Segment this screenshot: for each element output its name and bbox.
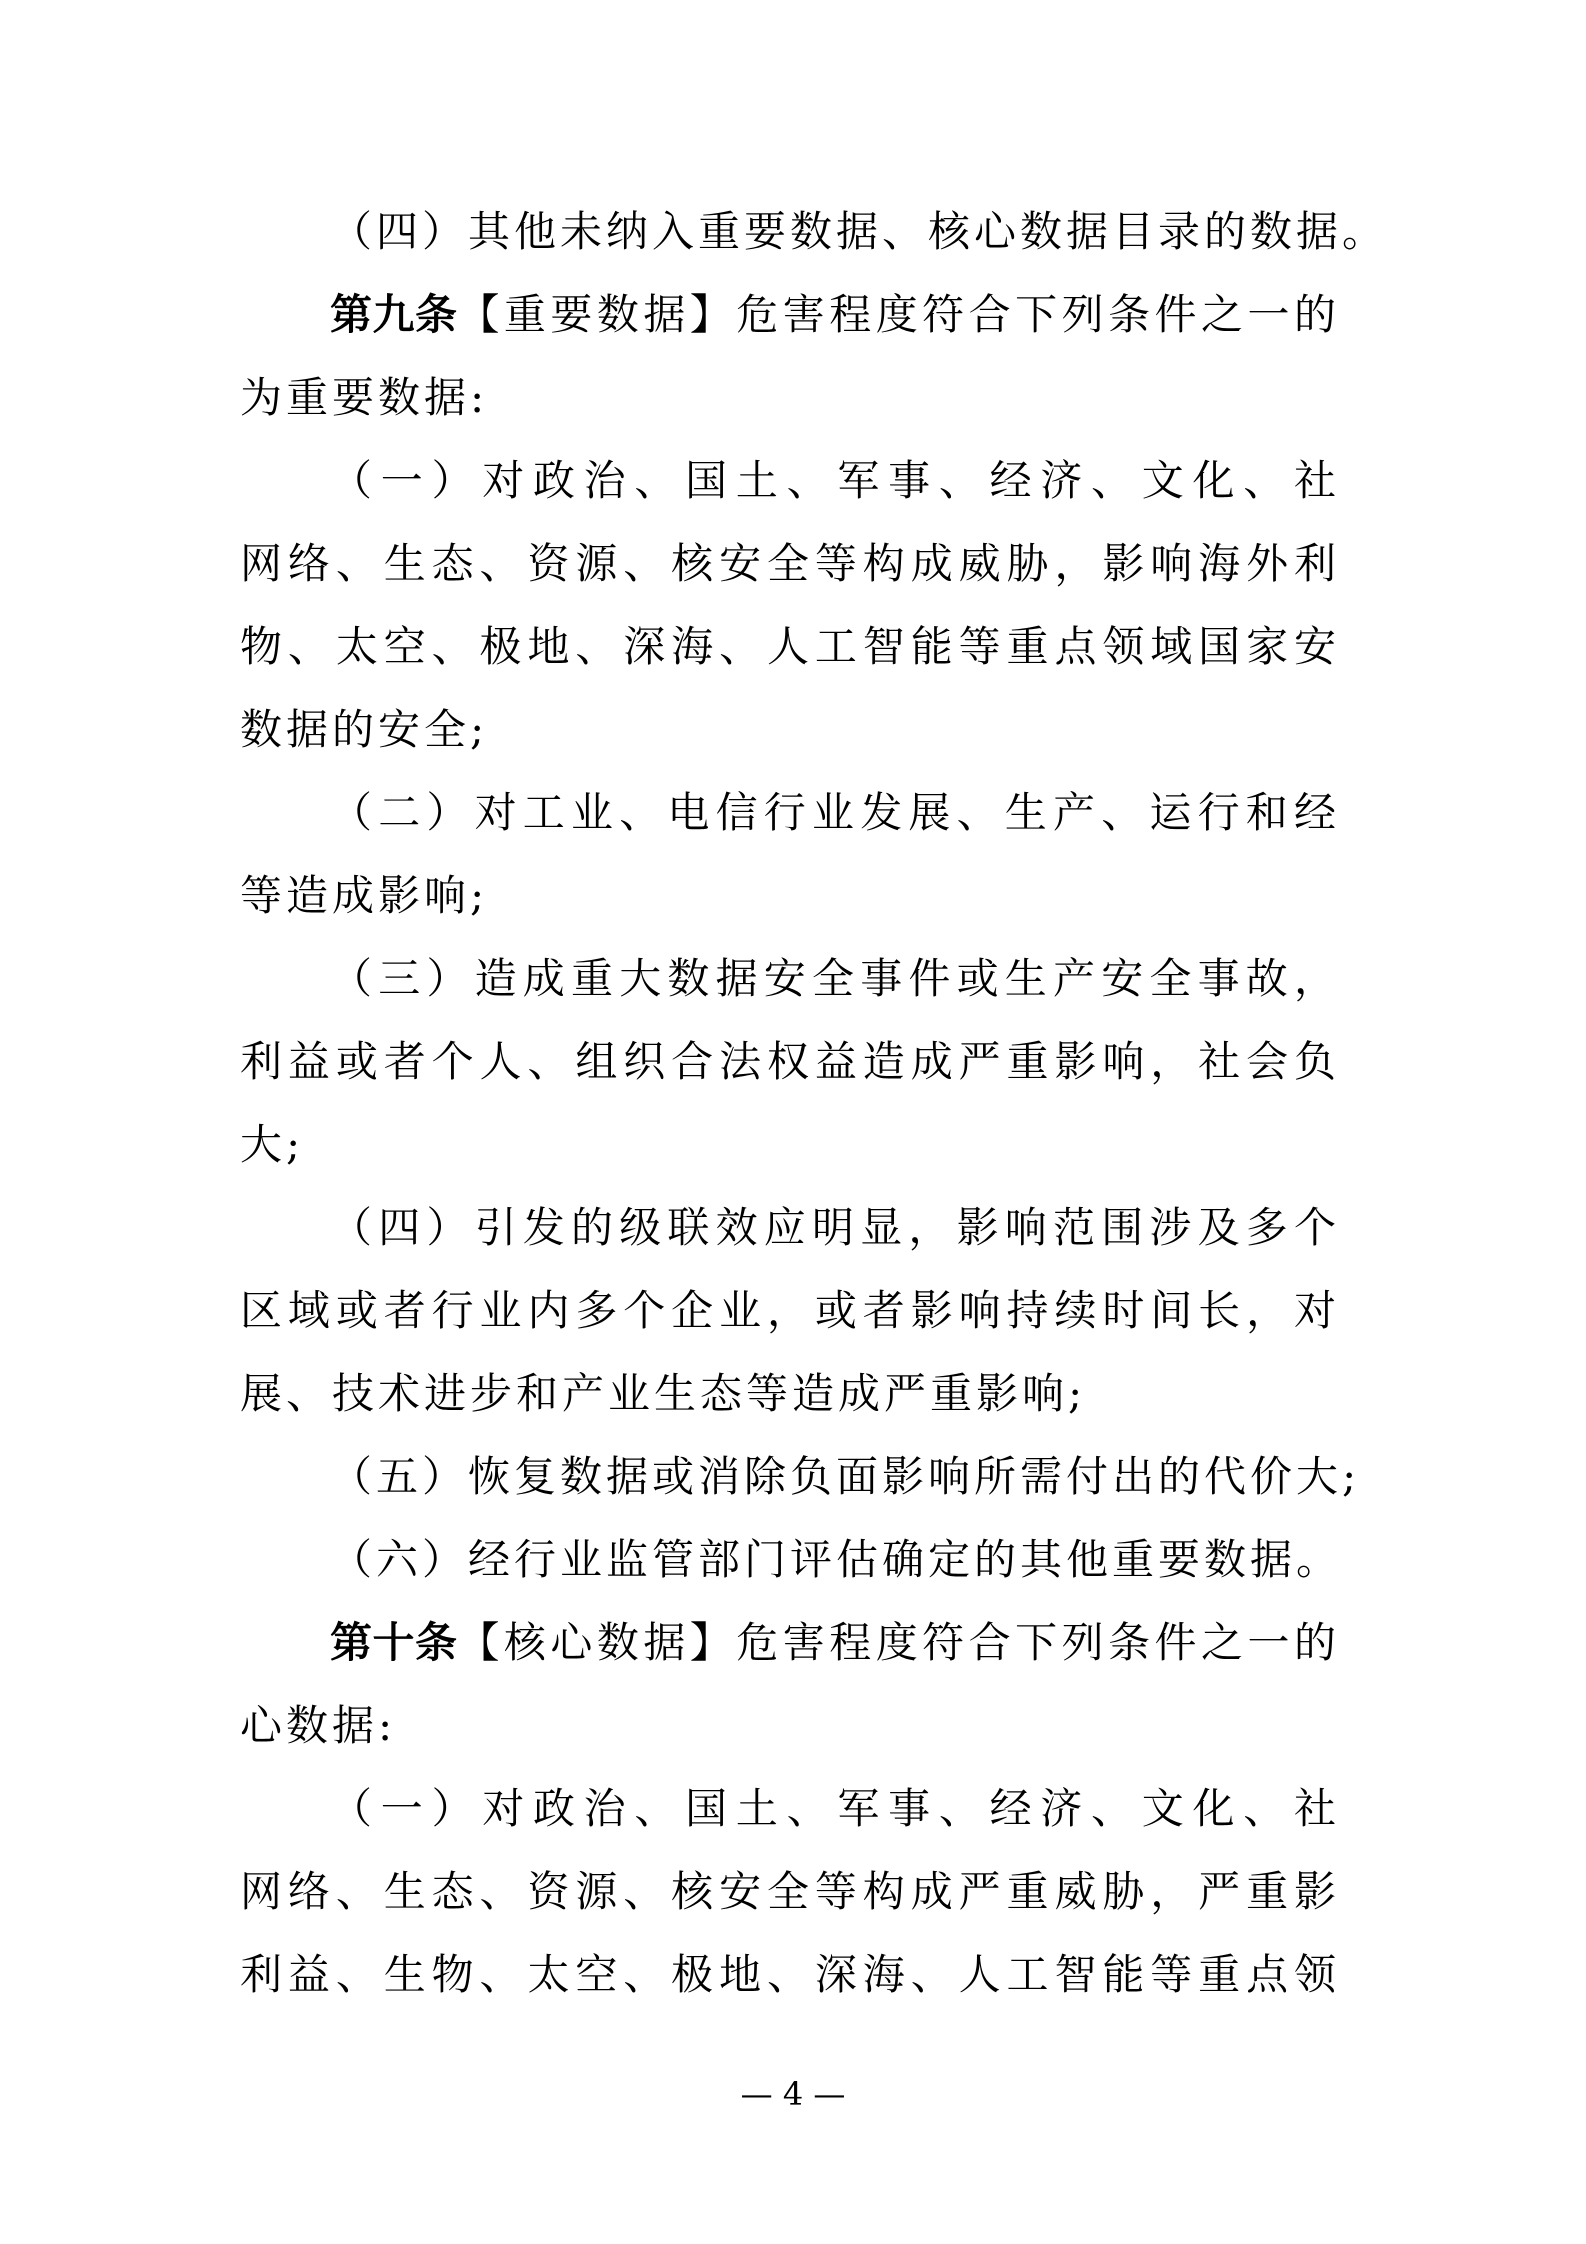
page-number: — 4 — (740, 2075, 846, 2113)
text-line (240, 1850, 1340, 1933)
line-text: 利益、生物、太空、极地、深海、人工智能等重点领 (240, 1950, 1340, 1999)
line-text: 数据的安全; (240, 705, 489, 754)
text-line (240, 688, 1340, 771)
text-line (240, 854, 1340, 937)
article-number: 第九条 (330, 290, 458, 339)
line-text: （四）引发的级联效应明显，影响范围涉及多个 (330, 1203, 1340, 1252)
text-line (240, 1020, 1340, 1103)
text-line (240, 1933, 1340, 2016)
text-line (240, 439, 1340, 522)
text-line (240, 1684, 1340, 1767)
text-line (240, 1767, 1340, 1850)
article-number: 第十条 (330, 1618, 458, 1667)
line-text: （一）对政治、国土、军事、经济、文化、社 (330, 456, 1340, 505)
text-line (240, 1269, 1340, 1352)
text-line (240, 1352, 1340, 1435)
line-text: 网络、生态、资源、核安全等构成威胁，影响海外利 (240, 539, 1340, 588)
line-text: （六）经行业监管部门评估确定的其他重要数据。 (330, 1535, 1343, 1584)
line-text: 区域或者行业内多个企业，或者影响持续时间长，对 (240, 1286, 1340, 1335)
text-line (240, 522, 1340, 605)
text-line (240, 1103, 1340, 1186)
line-text: 为重要数据: (240, 373, 489, 422)
text-line (240, 356, 1340, 439)
line-text: 物、太空、极地、深海、人工智能等重点领域国家安 (240, 622, 1340, 671)
text-line (240, 190, 1389, 273)
text-line (240, 771, 1340, 854)
text-line (240, 605, 1340, 688)
text-line (240, 1601, 1340, 1684)
line-text: 大; (240, 1120, 305, 1169)
document-body (240, 190, 1389, 2016)
line-text: 展、技术进步和产业生态等造成严重影响; (240, 1369, 1087, 1418)
line-text: （三）造成重大数据安全事件或生产安全事故， (330, 954, 1340, 1003)
line-text: 网络、生态、资源、核安全等构成严重威胁，严重影 (240, 1867, 1340, 1916)
line-text: （二）对工业、电信行业发展、生产、运行和经 (330, 788, 1340, 837)
line-text: （四）其他未纳入重要数据、核心数据目录的数据。 (330, 207, 1389, 256)
text-line (240, 273, 1340, 356)
text-line (240, 1518, 1343, 1601)
line-text: 利益或者个人、组织合法权益造成严重影响，社会负 (240, 1037, 1340, 1086)
line-text: 【核心数据】危害程度符合下列条件之一的 (457, 1618, 1340, 1667)
line-text: （五）恢复数据或消除负面影响所需付出的代价大; (330, 1452, 1361, 1501)
text-line (240, 1186, 1340, 1269)
line-text: 心数据: (240, 1701, 397, 1750)
text-line (240, 1435, 1361, 1518)
line-text: 等造成影响; (240, 871, 489, 920)
line-text: （一）对政治、国土、军事、经济、文化、社 (330, 1784, 1340, 1833)
line-text: 【重要数据】危害程度符合下列条件之一的 (457, 290, 1340, 339)
text-line (240, 937, 1340, 1020)
